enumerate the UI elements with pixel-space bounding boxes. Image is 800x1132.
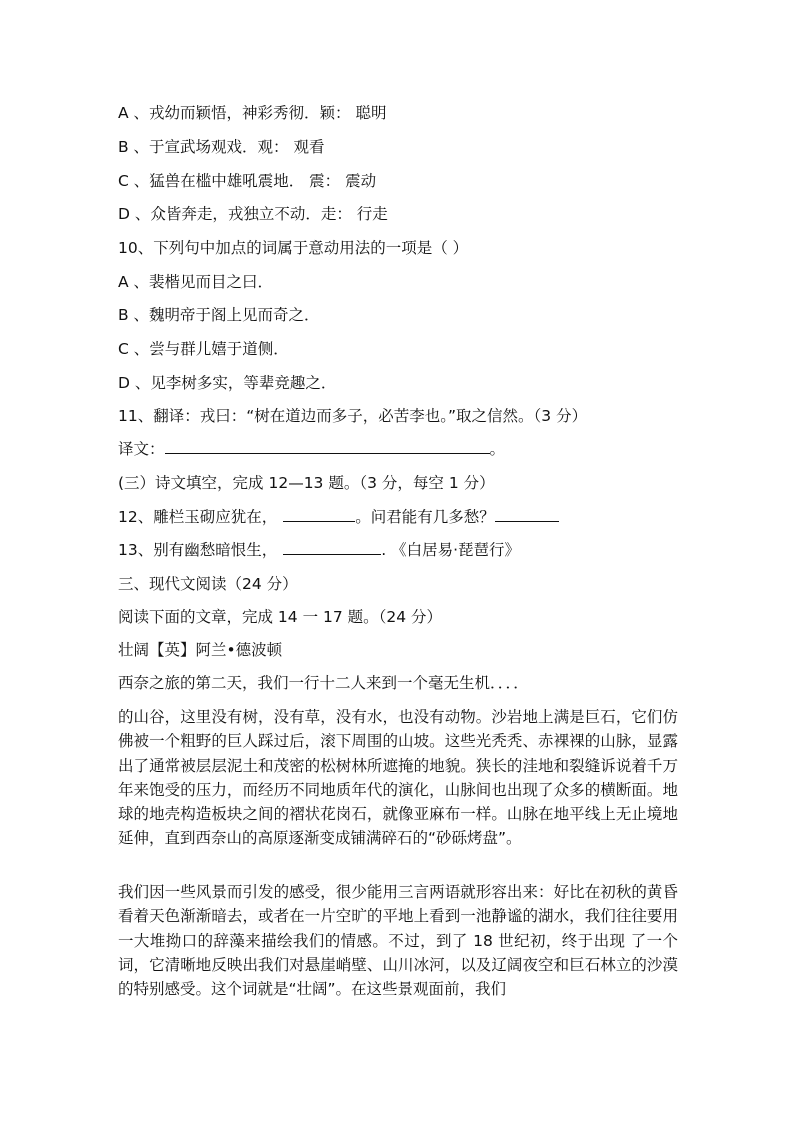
option-b-10: B 、魏明帝于阁上见而奇之．	[118, 306, 320, 324]
article-title: 壮阔【英】阿兰•德波顿	[118, 641, 283, 659]
option-d-10: D 、见李树多实，等辈竞趣之．	[118, 374, 337, 392]
q12-blank-2[interactable]	[495, 507, 559, 522]
q13-blank[interactable]	[283, 540, 381, 555]
question-11: 11、翻译：戎曰：“树在道边而多子，必苦李也。”取之信然。（3 分）	[118, 407, 588, 425]
translation-end: 。	[489, 440, 506, 458]
option-b-9: B 、于宣武场观戏．观： 观看	[118, 138, 325, 156]
section-poem-heading: (三）诗文填空，完成 12—13 题。（3 分，每空 1 分）	[118, 474, 495, 492]
section-modern-heading: 三、现代文阅读（24 分）	[118, 575, 298, 593]
question-12: 12、雕栏玉砌应犹在， 。问君能有几多愁？	[118, 507, 559, 527]
reading-instruction: 阅读下面的文章，完成 14 一 17 题。（24 分）	[118, 608, 443, 626]
translation-line	[118, 439, 505, 459]
option-d-9: D 、众皆奔走，戎独立不动．走： 行走	[118, 205, 388, 223]
translation-blank[interactable]	[165, 439, 490, 454]
q12-blank-1[interactable]	[283, 507, 355, 522]
article-paragraph-2: 我们因一些风景而引发的感受，很少能用三言两语就形容出来：好比在初秋的黄昏看着天色渐渐暗去，或者在一片空旷的平地上看到一池静谧的湖水，我们往往要用一大堆拗口的辞藻来描绘我们的情感。不过，到了 18 世纪初，终于出现 了一个词，它清晰地反映出我们对悬崖峭壁、山川冰河，以及辽阔夜空和巨石林立的沙漠的特别感受。这个词就是“壮阔”。在这些景观面前，我们	[118, 883, 678, 999]
article-first-line: 西奈之旅的第二天，我们一行十二人来到一个毫无生机．．．．	[118, 674, 529, 692]
translation-label: 译文：	[118, 440, 165, 458]
option-c-10: C 、尝与群儿嬉于道侧．	[118, 340, 289, 358]
option-c-9: C 、猛兽在槛中雄吼震地． 震： 震动	[118, 172, 377, 190]
article-paragraph-1: 的山谷，这里没有树，没有草，没有水，也没有动物。沙岩地上满是巨石，它们仿佛被一个粗野的巨人踩过后，滚下周围的山坡。这些光秃秃、赤裸裸的山脉，显露出了通常被层层泥土和茂密的松树林所遮掩的地貌。狭长的洼地和裂缝诉说着千万年来饱受的压力，而经历不同地质年代的演化，山脉间也出现了众多的横断面。地球的地壳构造板块之间的褶状花岗石，就像亚麻布一样。山脉在地平线上无止境地延伸，直到西奈山的高原逐渐变成铺满碎石的“砂砾烤盘”。	[118, 708, 678, 848]
question-13: 13、别有幽愁暗恨生， . 《白居易·琵琶行》	[118, 541, 521, 559]
question-10: 10、下列句中加点的词属于意动用法的一项是（ ）	[118, 239, 469, 257]
option-a-9: A 、戎幼而颖悟，神彩秀彻．颖： 聪明	[118, 104, 387, 122]
option-a-10: A 、裴楷见而目之曰．	[118, 273, 274, 291]
